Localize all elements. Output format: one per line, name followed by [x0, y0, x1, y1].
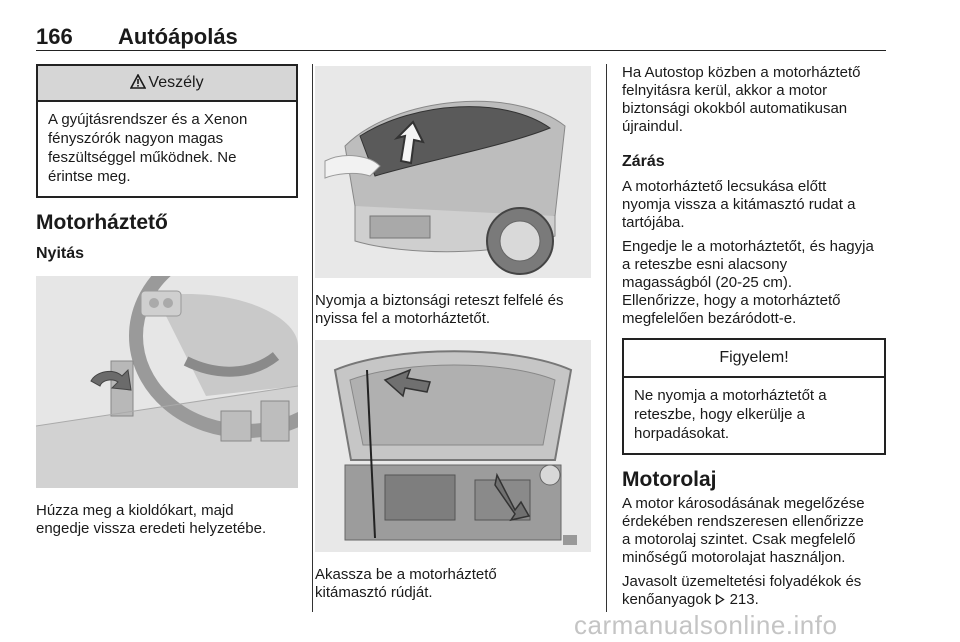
watermark: carmanualsonline.info: [574, 610, 838, 640]
text-line: érdekében rendszeresen ellenőrizze: [622, 513, 864, 530]
danger-box-header: [38, 66, 296, 102]
text-line: biztonsági okokból automatikusan: [622, 100, 848, 117]
text-line: tartójába.: [622, 214, 685, 231]
section-heading-engine-oil: Motorolaj: [622, 468, 717, 491]
subheading-opening: Nyitás: [36, 245, 85, 262]
page-reference-number: 213.: [729, 591, 759, 608]
text-line: magasságból (20-25 cm).: [622, 274, 793, 291]
danger-box: [36, 64, 298, 198]
text-line: Ellenőrizze, hogy a motorháztető: [622, 292, 841, 309]
notice-box-title: Figyelem!: [624, 340, 884, 378]
header-rule: [36, 50, 886, 51]
column-divider-2: [606, 64, 607, 612]
subheading-closing: Zárás: [622, 153, 665, 170]
text-line: [622, 591, 886, 609]
support-rod-illustration: [315, 340, 591, 552]
text-line: újraindul.: [622, 118, 683, 135]
text-line: A motor károsodásának megelőzése: [622, 495, 865, 512]
column-divider-1: [312, 64, 313, 612]
oil-paragraph-1: [622, 495, 886, 567]
text-line: A motorháztető lecsukása előtt: [622, 178, 827, 195]
column-3: [622, 64, 886, 609]
caption-support-rod: [315, 566, 591, 602]
danger-text-line: fényszórók nagyon magas: [48, 130, 224, 147]
caption-line: kitámasztó rúdját.: [315, 584, 433, 601]
closing-paragraph-2: [622, 238, 886, 328]
figure-support-rod: [315, 340, 591, 552]
warning-triangle-icon: [130, 74, 146, 89]
danger-text-line: érintse meg.: [48, 168, 131, 185]
figure-safety-catch: [315, 66, 591, 278]
section-heading-hood: Motorháztető: [36, 211, 168, 234]
text-line: minőségű motorolajat használjon.: [622, 549, 846, 566]
autostop-paragraph: [622, 64, 886, 136]
text-line: megfelelően bezáródott-e.: [622, 310, 797, 327]
text-line: a motorolaj szintet. Csak megfelelő: [622, 531, 856, 548]
caption-line: Akassza be a motorháztető: [315, 566, 497, 583]
text-line: felnyitásra kerül, akkor a motor: [622, 82, 828, 99]
column-2: [315, 64, 591, 602]
notice-box: [622, 338, 886, 455]
column-1: [36, 64, 298, 538]
danger-box-title: Veszély: [148, 74, 204, 91]
caption-line: nyissa fel a motorháztetőt.: [315, 310, 491, 327]
closing-paragraph-1: [622, 178, 886, 232]
text-line: Engedje le a motorháztetőt, és hagyja: [622, 238, 874, 255]
release-lever-illustration: [36, 276, 298, 488]
text-line: Javasolt üzemeltetési folyadékok és: [622, 573, 862, 590]
oil-paragraph-2: [622, 573, 886, 609]
notice-text-line: Ne nyomja a motorháztetőt a: [634, 387, 827, 404]
figure-release-lever: [36, 276, 298, 488]
page-reference-arrow-icon: [715, 594, 725, 605]
chapter-title: Autóápolás: [118, 24, 238, 49]
notice-text-line: horpadásokat.: [634, 425, 730, 442]
caption-safety-catch: [315, 292, 591, 328]
notice-box-body: [624, 378, 884, 453]
danger-text-line: feszültséggel működnek. Ne: [48, 149, 237, 166]
caption-release-lever: [36, 502, 298, 538]
notice-text-line: reteszbe, hogy elkerülje a: [634, 406, 805, 423]
page-number: 166: [36, 24, 73, 49]
page-reference-link[interactable]: [715, 591, 758, 608]
text-line: nyomja vissza a kitámasztó rudat a: [622, 196, 856, 213]
danger-text-line: A gyújtásrendszer és a Xenon: [48, 111, 248, 128]
text-line: a reteszbe esni alacsony: [622, 256, 788, 273]
text-fragment: kenőanyagok: [622, 591, 712, 608]
danger-box-body: [38, 102, 296, 196]
caption-line: engedje vissza eredeti helyzetébe.: [36, 520, 267, 537]
caption-line: Húzza meg a kioldókart, majd: [36, 502, 234, 519]
caption-line: Nyomja a biztonsági reteszt felfelé és: [315, 292, 564, 309]
text-line: Ha Autostop közben a motorháztető: [622, 64, 861, 81]
safety-catch-illustration: [315, 66, 591, 278]
